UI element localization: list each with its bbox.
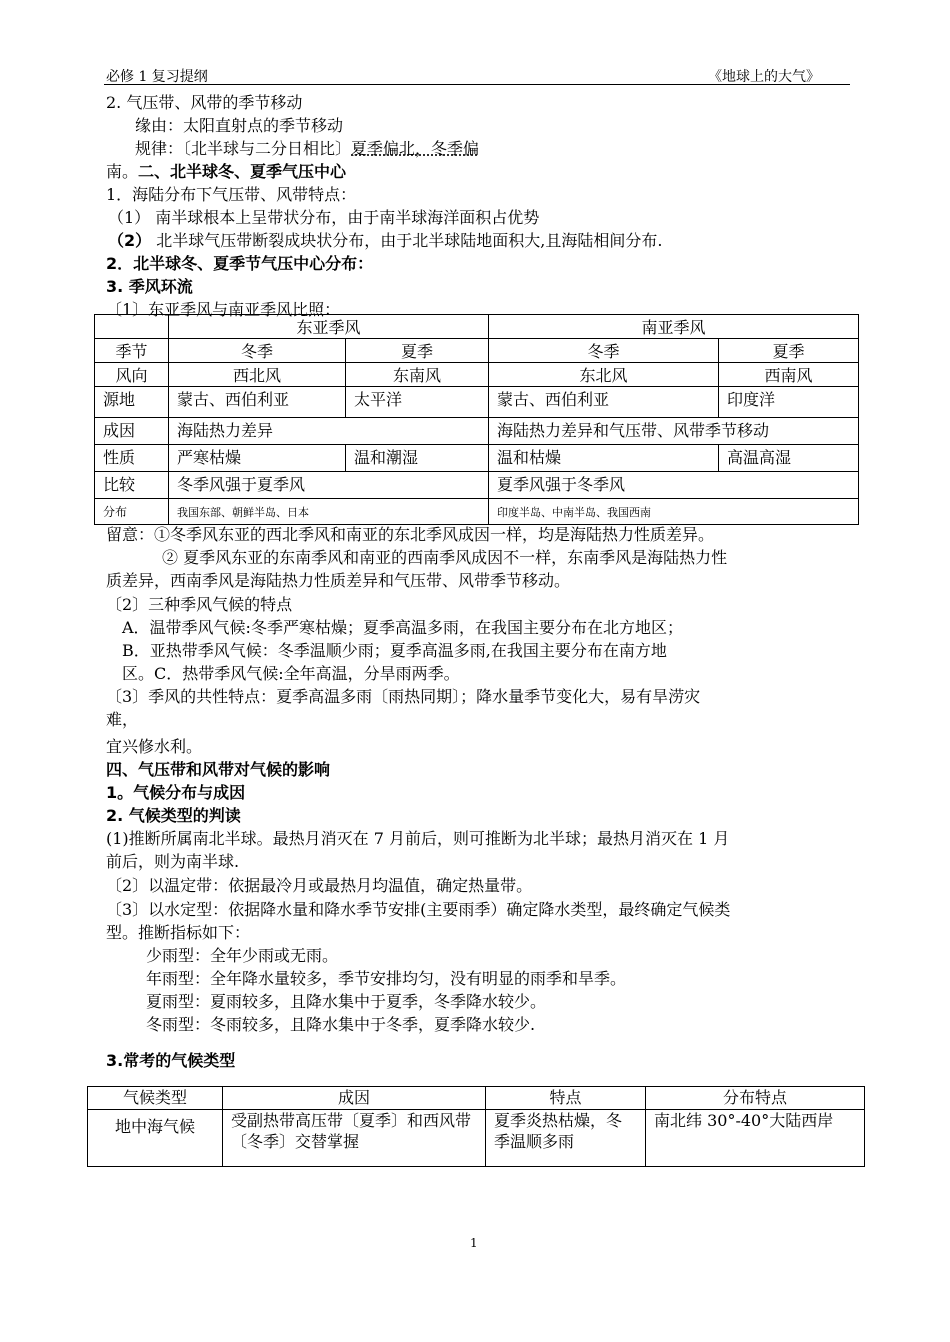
line-7b: 北半球气压带断裂成块状分布，由于北半球陆地面积大,且海陆相间分布. [151, 231, 663, 250]
col-header: 特点 [486, 1087, 646, 1110]
climate-table [87, 1086, 865, 1167]
cell: 温和潮湿 [346, 445, 489, 472]
line-27: 〔3〕以水定型：依据降水量和降水季节安排(主要雨季）确定降水类型，最终确定气候类 [106, 900, 731, 919]
corner-cell [95, 315, 169, 339]
cell: 海陆热力差异和气压带、风带季节移动 [489, 418, 859, 445]
south-asia-header: 南亚季风 [489, 315, 859, 339]
cell: 西南风 [719, 363, 859, 387]
row-label: 源地 [95, 387, 169, 418]
cell: 西北风 [169, 363, 346, 387]
header-rule [104, 84, 850, 85]
line-12: ② 夏季风东亚的东南季风和南亚的西南季风成因不一样，东南季风是海陆热力性 [162, 548, 728, 567]
row-label: 比较 [95, 472, 169, 499]
line-30: 年雨型：全年降水量较多，季节安排均匀，没有明显的雨季和旱季。 [146, 969, 627, 988]
line-8: 2．北半球冬、夏季节气压中心分布： [106, 254, 374, 273]
cell: 东北风 [489, 363, 719, 387]
line-23: 2. 气候类型的判读 [106, 806, 241, 825]
header-right: 《地球上的大气》 [708, 69, 820, 85]
line-32: 冬雨型：冬雨较多，且降水集中于冬季，夏季降水较少. [146, 1015, 536, 1034]
line-7a: （2） [108, 231, 152, 250]
cell: 温和枯燥 [489, 445, 719, 472]
cell: 夏季 [719, 339, 859, 363]
section-two-title: 二、北半球冬、夏季气压中心 [138, 162, 347, 181]
line-18: 〔3〕季风的共性特点：夏季高温多雨〔雨热同期〕；降水量季节变化大，易有旱涝灾 [106, 687, 701, 706]
cell: 蒙古、西伯利亚 [169, 387, 346, 418]
line-6: （1） 南半球根本上呈带状分布，由于南半球海洋面积占优势 [108, 208, 540, 227]
line-20: 宜兴修水利。 [106, 737, 203, 756]
line-13: 质差异，西南季风是海陆热力性质差异和气压带、风带季节移动。 [106, 571, 571, 590]
cell: 夏季 [346, 339, 489, 363]
line-22: 1。气候分布与成因 [106, 783, 246, 802]
line-11: 留意：①冬季风东亚的西北季风和南亚的东北季风成因一样，均是海陆热力性质差异。 [106, 525, 715, 544]
line-10: 〔1〕东亚季风与南亚季风比照： [106, 300, 341, 319]
line-29: 少雨型：全年少雨或无雨。 [146, 946, 339, 965]
section-four-title: 四、气压带和风带对气候的影响 [106, 760, 331, 779]
row-label: 季节 [95, 339, 169, 363]
line-19: 难， [106, 710, 139, 729]
page-number: 1 [470, 1236, 478, 1250]
row-label: 风向 [95, 363, 169, 387]
line-14: 〔2〕三种季风气候的特点 [106, 595, 293, 614]
line-5: 1．海陆分布下气压带、风带特点： [106, 185, 357, 204]
line-9: 3. 季风环流 [106, 277, 193, 296]
line-3b: 夏季偏北，冬季偏 [351, 139, 480, 158]
table-cell: 南北纬 30°-40°大陆西岸 [646, 1110, 865, 1167]
line-3a: 规律：〔北半球与二分日相比〕 [135, 139, 352, 158]
cell: 印度半岛、中南半岛、我国西南 [489, 499, 859, 525]
cell: 严寒枯燥 [169, 445, 346, 472]
cell: 印度洋 [719, 387, 859, 418]
line-28: 型。推断指标如下： [106, 923, 251, 942]
line-24: (1)推断所属南北半球。最热月消灭在 7 月前后，则可推断为北半球；最热月消灭在 1 月 [106, 829, 730, 848]
line-7 [108, 228, 662, 251]
col-header: 分布特点 [646, 1087, 865, 1110]
table-cell: 地中海气候 [88, 1110, 223, 1167]
line-1: 2. 气压带、风带的季节移动 [106, 93, 303, 112]
table-cell: 受副热带高压带〔夏季〕和西风带〔冬季〕交替掌握 [223, 1110, 486, 1167]
cell: 夏季风强于冬季风 [489, 472, 859, 499]
cell: 蒙古、西伯利亚 [489, 387, 719, 418]
line-4a: 南。 [106, 162, 139, 181]
line-3 [135, 136, 479, 159]
line-2: 缘由：太阳直射点的季节移动 [135, 116, 344, 135]
line-33: 3.常考的气候类型 [106, 1051, 236, 1070]
cell: 冬季 [489, 339, 719, 363]
row-label: 成因 [95, 418, 169, 445]
row-label: 分布 [95, 499, 169, 525]
east-asia-header: 东亚季风 [169, 315, 489, 339]
line-25: 前后，则为南半球. [106, 852, 240, 871]
col-header: 成因 [223, 1087, 486, 1110]
monsoon-table [94, 314, 859, 525]
line-26: 〔2〕以温定带：依据最冷月或最热月均温值，确定热量带。 [106, 876, 533, 895]
cell: 东南风 [346, 363, 489, 387]
cell: 太平洋 [346, 387, 489, 418]
table-cell: 夏季炎热枯燥，冬季温顺多雨 [486, 1110, 646, 1167]
cell: 海陆热力差异 [169, 418, 489, 445]
line-15: A．温带季风气候:冬季严寒枯燥；夏季高温多雨，在我国主要分布在北方地区； [122, 618, 683, 637]
row-label: 性质 [95, 445, 169, 472]
cell: 冬季风强于夏季风 [169, 472, 489, 499]
header-left: 必修 1 复习提纲 [106, 69, 208, 85]
cell: 冬季 [169, 339, 346, 363]
col-header: 气候类型 [88, 1087, 223, 1110]
line-31: 夏雨型：夏雨较多，且降水集中于夏季，冬季降水较少。 [146, 992, 547, 1011]
cell: 我国东部、朝鲜半岛、日本 [169, 499, 489, 525]
cell: 高温高湿 [719, 445, 859, 472]
line-4 [106, 159, 346, 182]
line-16: B．亚热带季风气候：冬季温顺少雨；夏季高温多雨,在我国主要分布在南方地 [122, 641, 667, 660]
line-17: 区。C．热带季风气候:全年高温，分旱雨两季。 [122, 664, 460, 683]
